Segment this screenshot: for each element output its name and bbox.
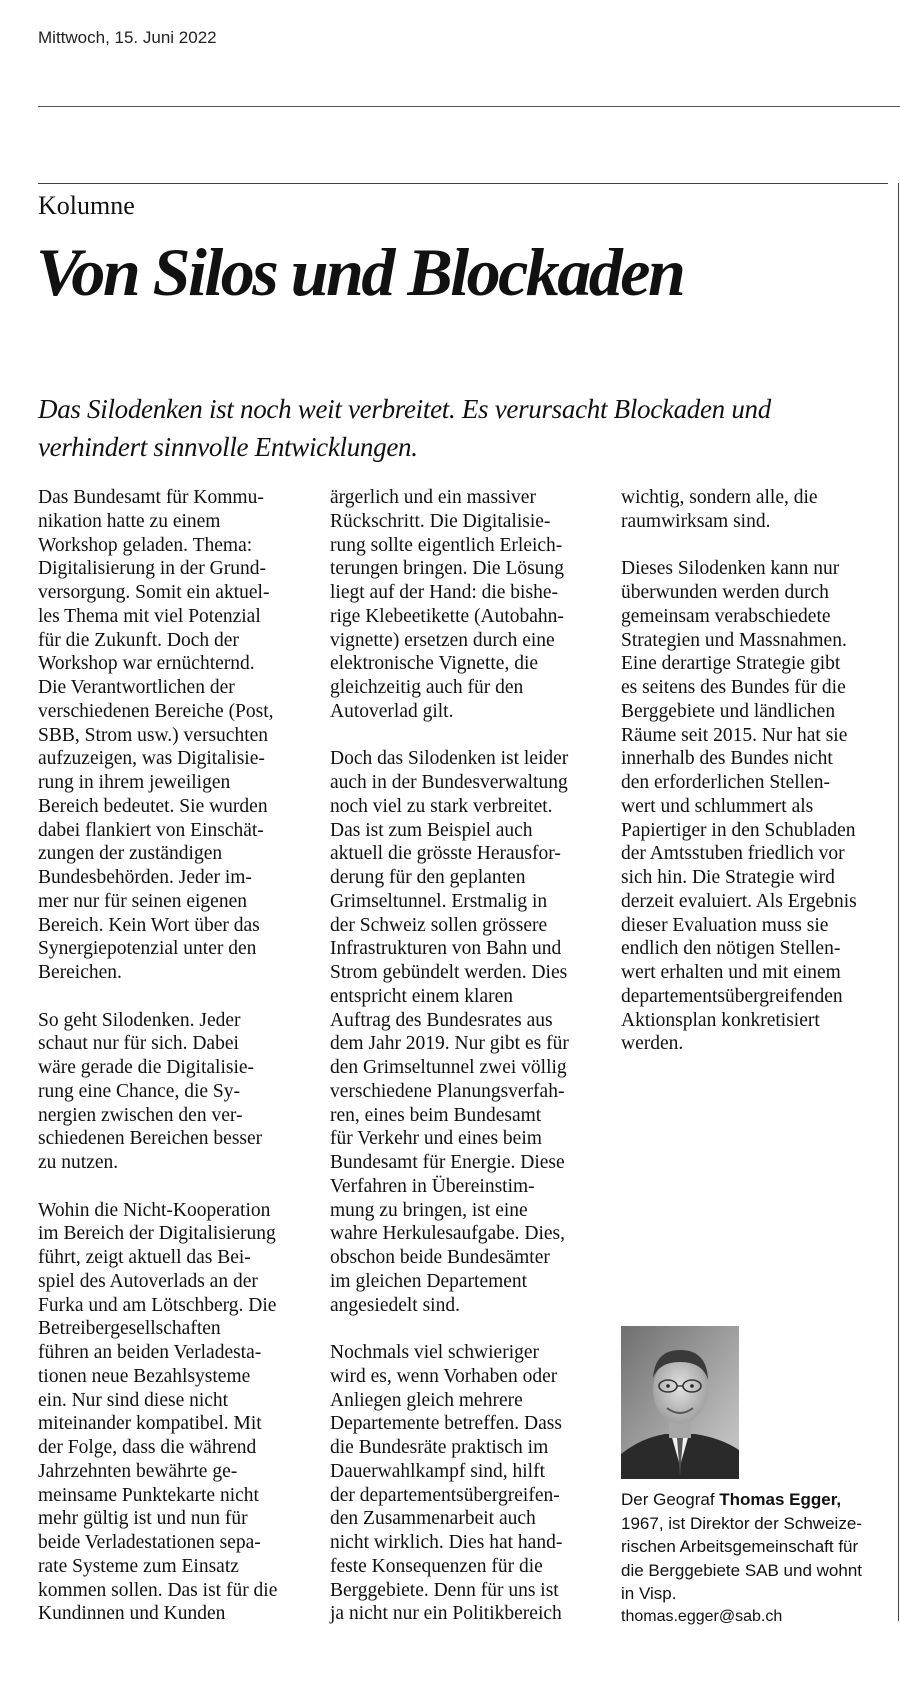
- author-portrait-image: [621, 1326, 739, 1479]
- article-paragraph: ärgerlich und ein massiver Rückschritt. Die Digitalisie- rung sollte eigentlich Erleich- terungen bringen. Die Lösung liegt auf der Hand: die bishe- rige Klebeetikette (Autobahn- vignette) ersetzen durch eine elektronische Vignette, die gleichzeitig auch für den Autoverlad gilt.: [330, 487, 564, 722]
- article-column-3: [621, 486, 889, 1056]
- article-headline: Von Silos und Blockaden: [36, 234, 684, 310]
- caption-intro: Der Geograf: [621, 1490, 720, 1509]
- author-email-link[interactable]: thomas.egger@sab.ch: [621, 1608, 783, 1625]
- article-paragraph: Doch das Silodenken ist leider auch in der Bundesverwaltung noch viel zu stark verbreitet. Das ist zum Beispiel auch aktuell die grösste Herausfor- derung für den geplanten Grimseltunnel. Erstmalig in der Schweiz sollen grössere Infrastrukturen von Bahn und Strom gebündelt werden. Dies entspricht einem klaren Auftrag des Bundesrates aus dem Jahr 2019. Nur gibt es für den Grimseltunnel zwei völlig verschiedene Planungsverfah- ren, eines beim Bundesamt für Verkehr und eines beim Bundesamt für Energie. Diese Verfahren in Übereinstim- mung zu bringen, ist eine wahre Herkulesaufgabe. Dies, obschon beide Bundesämter im gleichen Departement angesiedelt sind.: [330, 748, 569, 1316]
- article-top-divider: [38, 183, 888, 184]
- section-kicker: Kolumne: [38, 191, 135, 220]
- article-paragraph: Nochmals viel schwieriger wird es, wenn Vorhaben oder Anliegen gleich mehrere Departemente betreffen. Dass die Bundesräte praktisch im Dauerwahlkampf sind, hilft der departementsübergreifen- den Zusammenarbeit auch nicht wirklich. Dies hat hand- feste Konsequenzen für die Berggebiete. Denn für uns ist ja nicht nur ein Politikbereich: [330, 1342, 563, 1625]
- article-paragraph: Dieses Silodenken kann nur überwunden werden durch gemeinsam verabschiedete Strategien und Massnahmen. Eine derartige Strategie gibt es seitens des Bundes für die Berggebiete und ländlichen Räume seit 2015. Nur hat sie innerhalb des Bundes nicht den erforderlichen Stellen- wert und schlummert als Papiertiger in den Schubladen der Amtsstuben friedlich vor sich hin. Die Strategie wird derzeit evaluiert. Als Ergebnis dieser Evaluation muss sie endlich den nötigen Stellen- wert erhalten und mit einem departementsübergreifenden Aktionsplan konkretisiert werden.: [621, 558, 857, 1055]
- article-paragraph: So geht Silodenken. Jeder schaut nur für sich. Dabei wäre gerade die Digitalisie- rung eine Chance, die Sy- nergien zwischen den ver- schiedenen Bereichen besser zu nutzen.: [38, 1009, 263, 1173]
- article-column-2: [330, 486, 592, 1626]
- publication-date: Mittwoch, 15. Juni 2022: [38, 28, 217, 47]
- article-paragraph: Das Bundesamt für Kommu- nikation hatte zu einem Workshop geladen. Thema: Digitalisierung in der Grund- versorgung. Somit ein aktuel- les Thema mit viel Potenzial für die Zukunft. Doch der Workshop war ernüchternd. Die Verantwortlichen der verschiedenen Bereiche (Post, SBB, Strom usw.) versuchten aufzuzeigen, was Digitalisie- rung in ihrem jeweiligen Bereich bedeutet. Sie wurden dabei flankiert von Einschät- zungen der zuständigen Bundesbehörden. Jeder im- mer nur für seinen eigenen Bereich. Kein Wort über das Synergiepotenzial unter den Bereichen.: [38, 487, 274, 983]
- author-portrait-photo: [621, 1326, 739, 1479]
- caption-bio: 1967, ist Direktor der Schweize- rischen Arbeitsgemeinschaft für die Berggebiete SAB und wohnt in Visp.: [621, 1513, 863, 1603]
- article-paragraph: wichtig, sondern alle, die raumwirksam sind.: [621, 487, 818, 532]
- article-right-divider: [898, 183, 899, 1621]
- article-column-1: [38, 486, 300, 1626]
- article-lead: Das Silodenken ist noch weit verbreitet. Es verursacht Blockaden und verhindert sinnvolle Entwicklungen.: [38, 394, 771, 462]
- article-paragraph: Wohin die Nicht-Kooperation im Bereich der Digitalisierung führt, zeigt aktuell das Bei- spiel des Autoverlads an der Furka und am Lötschberg. Die Betreibergesellschaften führen an beiden Verladesta- tionen neue Bezahlsysteme ein. Nur sind diese nicht miteinander kompatibel. Mit der Folge, dass die während Jahrzehnten bewährte ge- meinsame Punktekarte nicht mehr gültig ist und nun für beide Verladestationen sepa- rate Systeme zum Einsatz kommen sollen. Das ist für die Kundinnen und Kunden: [38, 1199, 278, 1625]
- header-divider: [38, 106, 900, 107]
- author-caption: [621, 1488, 891, 1606]
- author-name: Thomas Egger,: [719, 1490, 842, 1509]
